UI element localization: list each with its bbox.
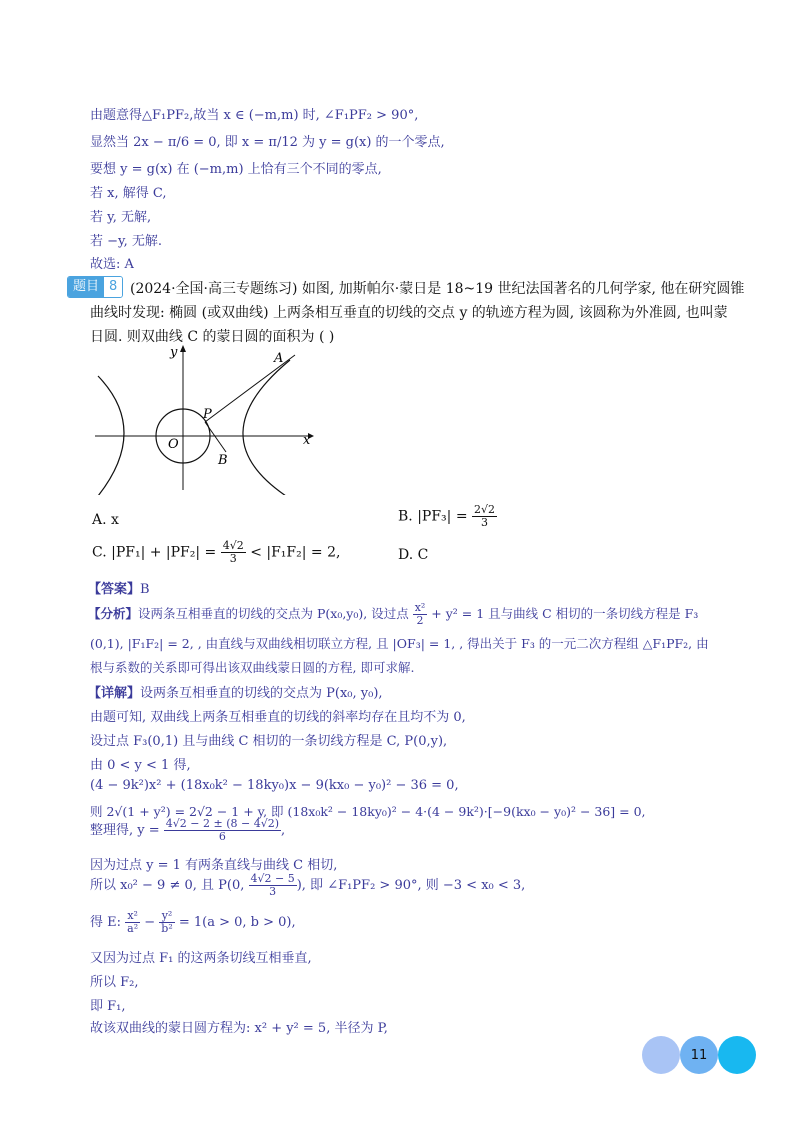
detail-line-13: 即 F₁, (90, 999, 126, 1014)
option-b-numerator: 2√2 (474, 503, 496, 516)
option-c-suffix: < |F₁F₂| = 2, (245, 544, 341, 561)
detail-frac7-den: 6 (218, 830, 226, 843)
analysis-frac-num: x² (414, 601, 426, 614)
analysis-label: 【分析】 (88, 606, 139, 621)
analysis-fraction (413, 602, 428, 627)
analysis-text-1b: + y² = 1 且与曲线 C 相切的一条切线方程是 F₃ (427, 606, 699, 621)
solution-line: 显然当 2x − π/6 = 0, 即 x = π/12 为 y = g(x) 的一个零点, (90, 135, 445, 150)
option-c-denominator: 3 (229, 552, 237, 565)
detail-text-10b: = 1(a > 0, b > 0), (174, 915, 296, 930)
option-c-numerator: 4√2 (222, 539, 244, 552)
option-c-fraction (221, 540, 246, 565)
analysis-text-1a: 设两条互相垂直的切线的交点为 P(x₀,y₀), 设过点 (138, 606, 413, 621)
detail-fraction-7 (164, 818, 281, 843)
question-tag-label: 题目 (68, 277, 104, 297)
label-y: y (170, 345, 178, 360)
option-b (398, 504, 497, 529)
solution-line: 若 y, 无解, (90, 210, 152, 225)
solution-line: 若 x, 解得 C, (90, 186, 167, 201)
solution-line: 若 −y, 无解. (90, 234, 163, 249)
page-circle-left (642, 1036, 680, 1074)
detail-frac9-num: 4√2 − 5 (250, 872, 295, 885)
option-d: D. C (398, 547, 429, 563)
page-number: 11 (690, 1047, 708, 1063)
detail-fraction-10b (159, 910, 174, 935)
detail-line-5: (4 − 9k²)x² + (18x₀k² − 18ky₀)x − 9(kx₀ − y₀)² − 36 = 0, (90, 778, 459, 793)
detail-frac10a-num: x² (125, 910, 140, 923)
detail-line-11: 又因为过点 F₁ 的这两条切线互相垂直, (90, 951, 312, 966)
detail-line-6: 则 2√(1 + y²) = 2√2 − 1 + y, 即 (18x₀k² − 18ky₀)² − 4·(4 − 9k²)·[−9(kx₀ − y₀)² − 36] = 0, (90, 804, 646, 819)
label-o: O (168, 437, 179, 452)
option-c (92, 540, 340, 565)
analysis-line-1 (88, 602, 698, 627)
detail-frac9-den: 3 (269, 885, 277, 898)
detail-line-4: 由 0 < y < 1 得, (90, 758, 191, 773)
answer (88, 578, 150, 597)
hyperbola-right-branch (243, 360, 290, 495)
detail-line-2: 由题可知, 双曲线上两条互相垂直的切线的斜率均存在且均不为 0, (90, 710, 466, 725)
label-p: P (203, 407, 212, 422)
option-b-fraction (472, 504, 497, 529)
option-c-prefix: C. |PF₁| + |PF₂| = (92, 544, 221, 561)
detail-text-10mid: − (140, 915, 160, 930)
option-a: A. x (92, 512, 119, 528)
answer-value: B (140, 582, 150, 597)
analysis-line-2: (0,1), |F₁F₂| = 2, , 由直线与双曲线相切联立方程, 且 |OF₃| = 1, , 得出关于 F₃ 的一元二次方程组 △F₁PF₂, 由 (90, 636, 709, 651)
detail-label: 【详解】 (88, 686, 141, 701)
detail-line-8: 因为过点 y = 1 有两条直线与曲线 C 相切, (90, 858, 338, 873)
y-axis-arrow (180, 345, 186, 352)
detail-line-10 (90, 910, 296, 935)
detail-fraction-10a (125, 910, 140, 935)
detail-frac7-num: 4√2 − 2 ± (8 − 4√2) (165, 817, 280, 830)
label-x: x (303, 433, 311, 448)
analysis-line-3: 根与系数的关系即可得出该双曲线蒙日圆的方程, 即可求解. (90, 660, 415, 675)
detail-line-14: 故该双曲线的蒙日圆方程为: x² + y² = 5, 半径为 P, (90, 1021, 388, 1036)
detail-line-12: 所以 F₂, (90, 975, 139, 990)
page-circle-right (718, 1036, 756, 1074)
detail-line-9 (90, 873, 525, 898)
solution-line: 故选: A (90, 257, 134, 272)
detail-line-1 (88, 682, 383, 701)
detail-text-7b: , (281, 823, 286, 838)
analysis-frac-den: 2 (416, 614, 424, 627)
option-b-denominator: 3 (481, 516, 488, 529)
answer-label: 【答案】 (88, 582, 141, 597)
detail-frac10b-den: b² (161, 922, 173, 935)
detail-text-7a: 整理得, y = (90, 823, 164, 838)
solution-line: 由题意得△F₁PF₂,故当 x ∈ (−m,m) 时, ∠F₁PF₂ > 90°, (90, 108, 419, 123)
tangent-line-pb (205, 422, 226, 452)
detail-text-10a: 得 E: (90, 915, 126, 930)
page-number-circle (680, 1036, 718, 1074)
question-line-2: 曲线时发现: 椭圆 (或双曲线) 上两条相互垂直的切线的交点 y 的轨迹方程为圆, 该圆称为外准圆, 也叫蒙 (90, 305, 728, 321)
question-tag-number: 8 (104, 277, 122, 297)
detail-line-7 (90, 818, 285, 843)
detail-text-1: 设两条互相垂直的切线的交点为 P(x₀, y₀), (140, 686, 383, 701)
solution-line: 要想 y = g(x) 在 (−m,m) 上恰有三个不同的零点, (90, 162, 382, 177)
question-line-1: (2024·全国·高三专题练习) 如图, 加斯帕尔·蒙日是 18~19 世纪法国著名的几何学家, 他在研究圆锥 (130, 281, 745, 297)
detail-fraction-9 (249, 873, 297, 898)
detail-frac10b-num: y² (159, 910, 174, 923)
question-line-3: 日圆. 则双曲线 C 的蒙日圆的面积为 ( ) (90, 329, 335, 345)
detail-text-9a: 所以 x₀² − 9 ≠ 0, 且 P(0, (90, 878, 249, 893)
option-b-prefix: B. |PF₃| = (398, 508, 472, 525)
label-a: A (274, 351, 284, 366)
label-b: B (218, 453, 228, 468)
hyperbola-figure (90, 340, 330, 495)
detail-line-3: 设过点 F₃(0,1) 且与曲线 C 相切的一条切线方程是 C, P(0,y), (90, 734, 448, 749)
detail-frac10a-den: a² (127, 922, 139, 935)
question-tag (67, 276, 123, 298)
detail-text-9b: ), 即 ∠F₁PF₂ > 90°, 则 −3 < x₀ < 3, (296, 878, 526, 893)
